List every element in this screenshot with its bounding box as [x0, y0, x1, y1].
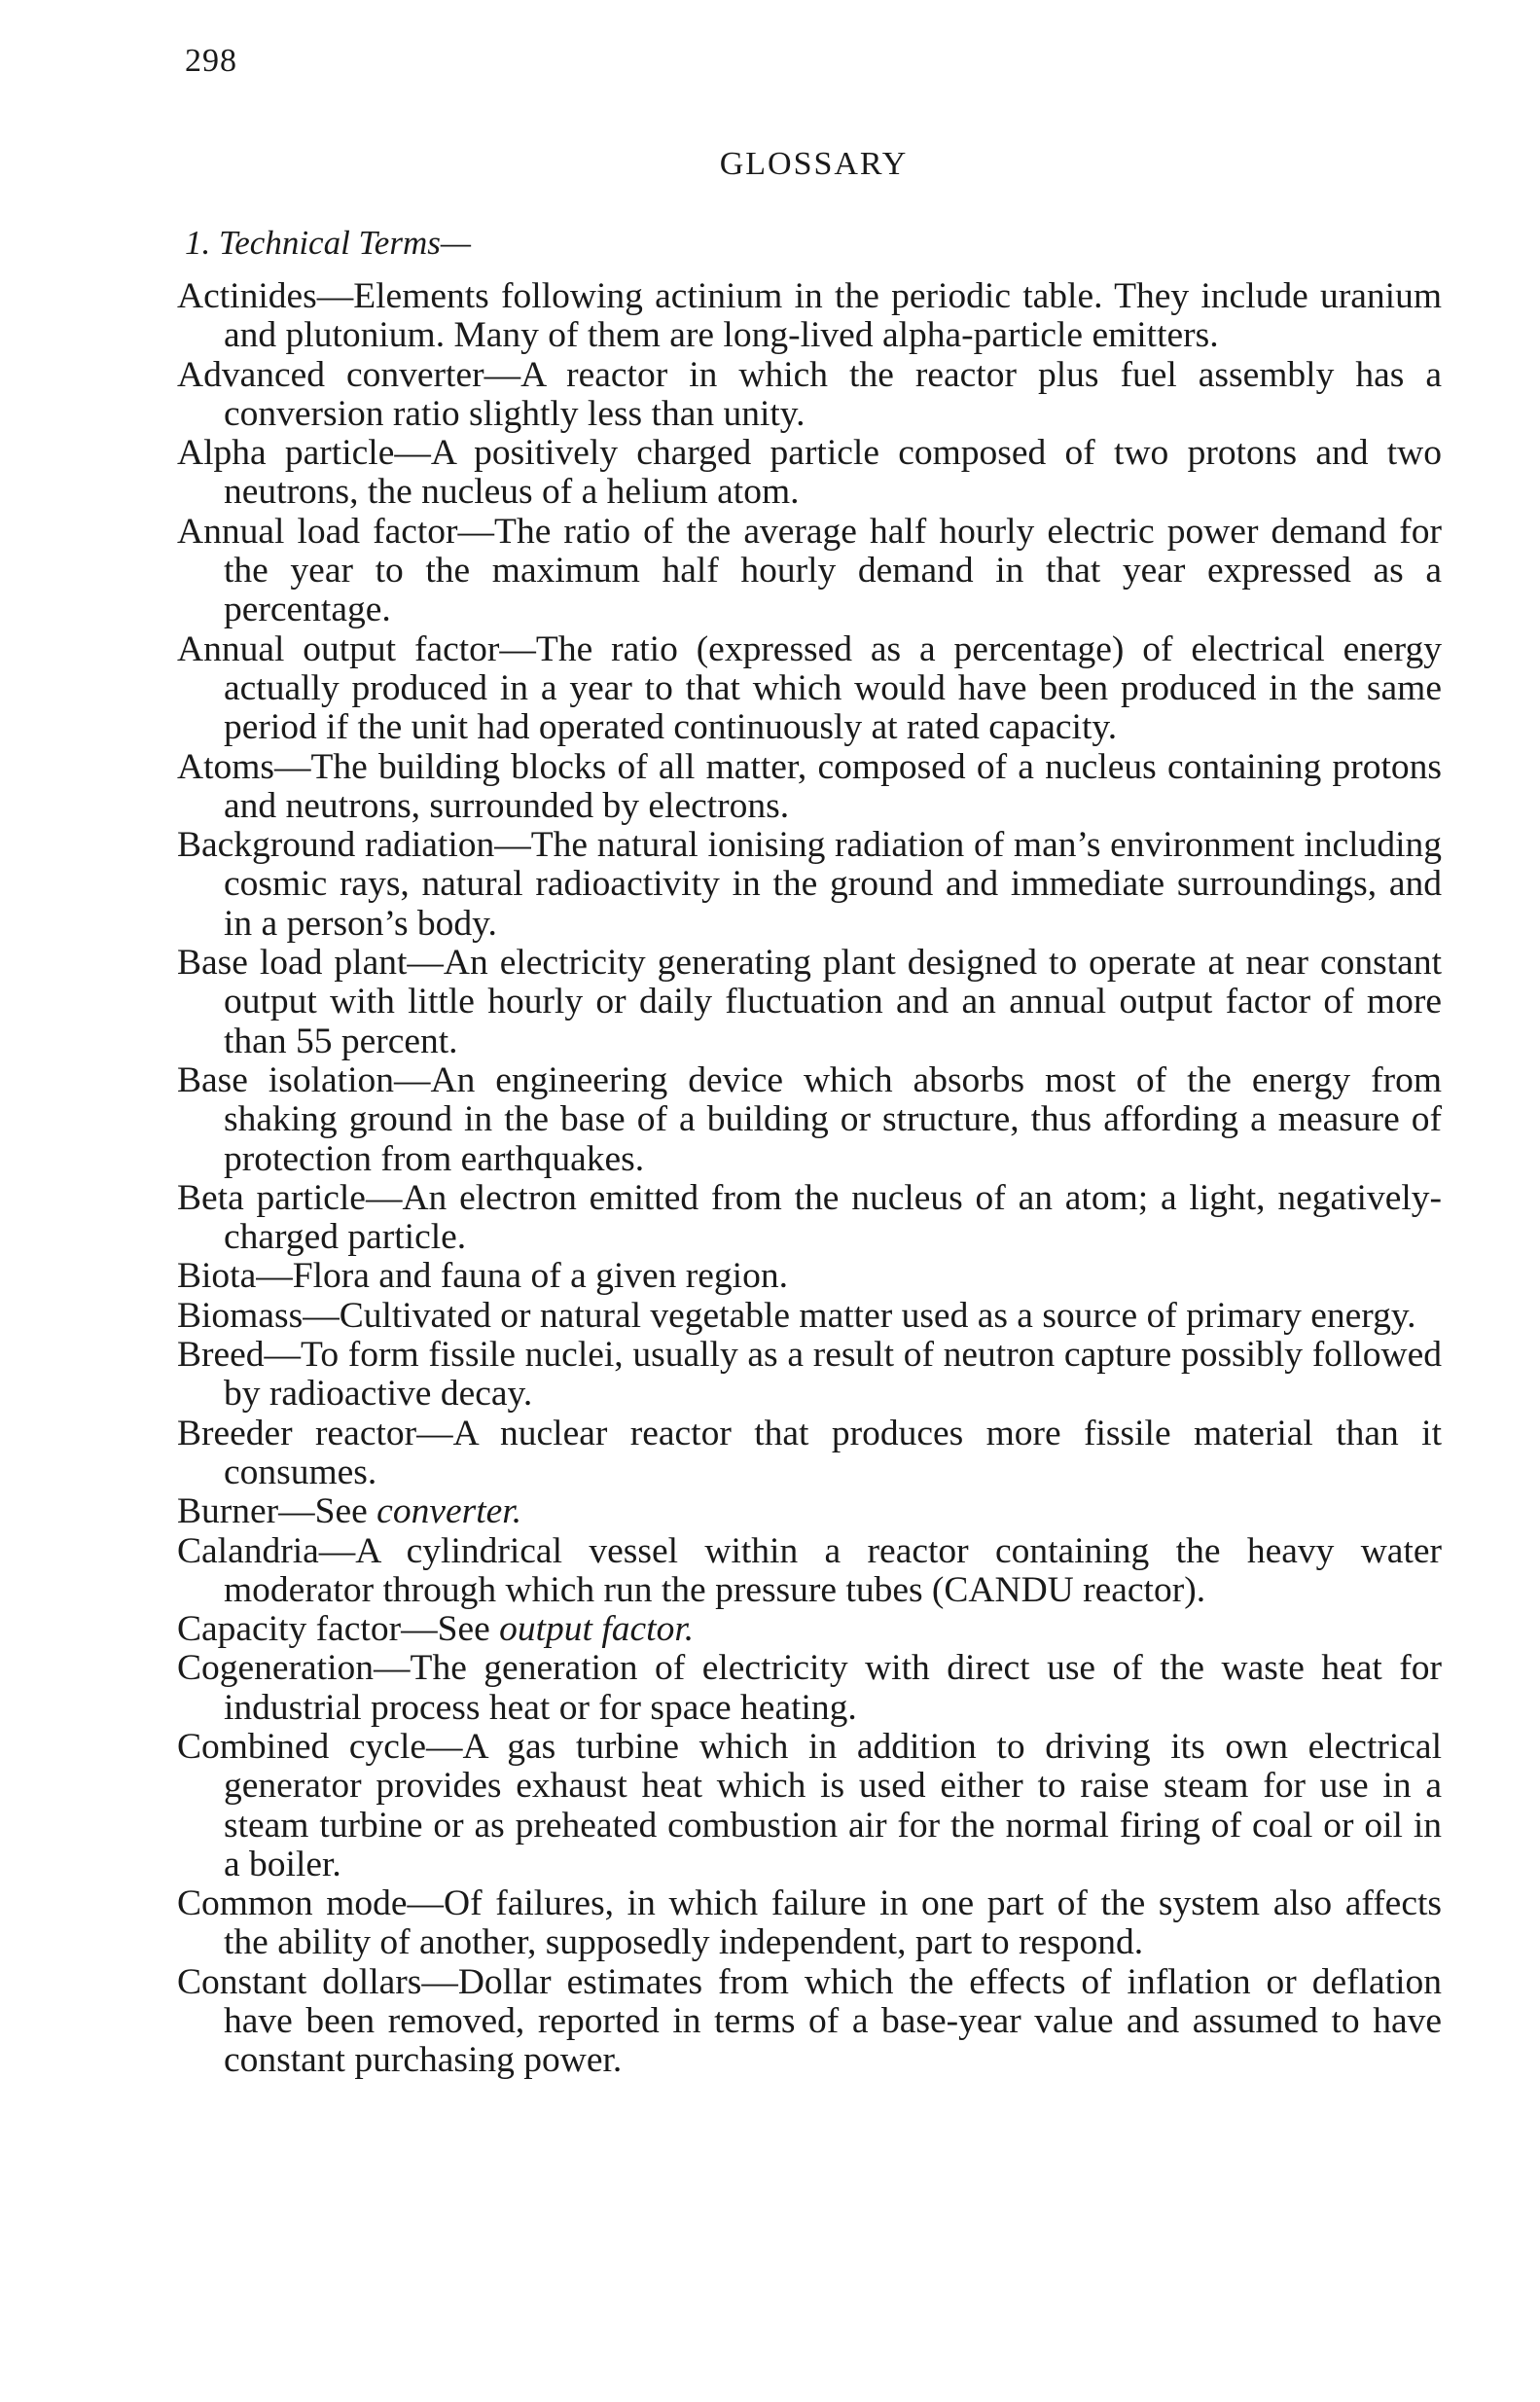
entry-definition: The generation of electricity with direct use of the waste heat for industrial process heat or for space heating.	[224, 1648, 1442, 1728]
entry-term: Breeder reactor	[177, 1413, 417, 1453]
glossary-entry: Capacity factor—See output factor.	[177, 1609, 695, 1650]
glossary-entry: Constant dollars—Dollar estimates from which the effects of inflation or deflation have been removed, reported in terms of a base-year value and assumed to have constant purchasing power.	[177, 1961, 1442, 2081]
entry-cross-reference: converter.	[376, 1491, 522, 1532]
glossary-entry: Calandria—A cylindrical vessel within a reactor containing the heavy water moderator through which run the pressure tubes (CANDU reactor).	[177, 1530, 1442, 1610]
entry-term: Base isolation	[177, 1059, 394, 1100]
entry-definition: See	[314, 1491, 377, 1532]
entry-definition: Flora and fauna of a given region.	[292, 1256, 788, 1297]
entry-definition: An engineering device which absorbs most of the energy from shaking ground in the base of a building or structure, thus affording a measure of protection from earthquakes.	[224, 1059, 1442, 1179]
entry-term: Burner	[177, 1491, 279, 1532]
glossary-entry: Breed—To form fissile nuclei, usually as a result of neutron capture possibly followed by radioactive decay.	[177, 1335, 1442, 1415]
entry-definition: Of failures, in which failure in one part of the system also affects the ability of another, supposedly independent, part to respond.	[224, 1883, 1442, 1963]
entry-term: Annual output factor	[177, 628, 500, 669]
entry-definition: A reactor in which the reactor plus fuel assembly has a conversion ratio slightly less than unity.	[224, 354, 1442, 434]
glossary-entry: Background radiation—The natural ionising radiation of man’s environment including cosmic rays, natural radioactivity in the ground and immediate surroundings, and in a person’s body.	[177, 825, 1442, 944]
entry-definition: A gas turbine which in addition to driving its own electrical generator provides exhaust heat which is used either to raise steam for use in a steam turbine or as preheated combustion air for the normal firing of coal or oil in a boiler.	[224, 1726, 1442, 1884]
entry-definition: See	[437, 1609, 500, 1650]
entry-term: Combined cycle	[177, 1726, 427, 1767]
entry-definition: A cylindrical vessel within a reactor containing the heavy water moderator through which run the pressure tubes (CANDU reactor).	[224, 1530, 1442, 1610]
glossary-entry: Alpha particle—A positively charged particle composed of two protons and two neutrons, the nucleus of a helium atom.	[177, 433, 1442, 513]
glossary-entry: Base isolation—An engineering device which absorbs most of the energy from shaking ground in the base of a building or structure, thus affording a measure of protection from earthquakes.	[177, 1059, 1442, 1179]
glossary-entry: Cogeneration—The generation of electricity with direct use of the waste heat for industrial process heat or for space heating.	[177, 1648, 1442, 1728]
entry-definition: Cultivated or natural vegetable matter used as a source of primary energy.	[339, 1295, 1416, 1336]
page-number: 298	[185, 43, 237, 79]
entry-cross-reference: output factor.	[499, 1609, 695, 1650]
entry-term: Actinides	[177, 276, 317, 316]
glossary-entry: Burner—See converter.	[177, 1491, 522, 1532]
entry-definition: The ratio of the average half hourly electric power demand for the year to the maximum half hourly demand in that year expressed as a percentage.	[224, 511, 1443, 630]
glossary-entry: Annual output factor—The ratio (expressed as a percentage) of electrical energy actually produced in a year to that which would have been produced in the same period if the unit had operated continuously at rated capacity.	[177, 628, 1442, 748]
glossary-entry: Advanced converter—A reactor in which the reactor plus fuel assembly has a conversion ratio slightly less than unity.	[177, 354, 1442, 434]
section-heading: 1. Technical Terms—	[185, 224, 471, 262]
entry-definition: Elements following actinium in the periodic table. They include uranium and plutonium. Many of them are long-lived alpha-particle emitters.	[224, 276, 1442, 356]
entry-term: Capacity factor	[177, 1609, 402, 1650]
entry-term: Cogeneration	[177, 1648, 375, 1689]
entry-term: Beta particle	[177, 1177, 366, 1218]
entry-definition: The ratio (expressed as a percentage) of electrical energy actually produced in a year to that which would have been produced in the same period if the unit had operated continuously at rated capacity.	[224, 628, 1442, 748]
glossary-entries	[177, 277, 1442, 2081]
glossary-entry: Beta particle—An electron emitted from the nucleus of an atom; a light, negatively-charged particle.	[177, 1177, 1442, 1258]
entry-definition: Dollar estimates from which the effects of inflation or deflation have been removed, reported in terms of a base-year value and assumed to have constant purchasing power.	[224, 1961, 1442, 2081]
entry-term: Constant dollars	[177, 1961, 422, 2002]
glossary-entry: Actinides—Elements following actinium in the periodic table. They include uranium and plutonium. Many of them are long-lived alpha-particle emitters.	[177, 276, 1442, 356]
entry-definition: A nuclear reactor that produces more fissile material than it consumes.	[224, 1413, 1443, 1492]
entry-term: Calandria	[177, 1530, 319, 1571]
glossary-entry: Biota—Flora and fauna of a given region.	[177, 1256, 788, 1297]
entry-definition: A positively charged particle composed of two protons and two neutrons, the nucleus of a helium atom.	[224, 433, 1442, 513]
entry-term: Common mode	[177, 1883, 408, 1924]
entry-definition: To form fissile nuclei, usually as a result of neutron capture possibly followed by radioactive decay.	[224, 1335, 1442, 1415]
entry-definition: An electricity generating plant designed to operate at near constant output with little hourly or daily fluctuation and an annual output factor of more than 55 percent.	[224, 943, 1442, 1061]
glossary-entry: Combined cycle—A gas turbine which in addition to driving its own electrical generator provides exhaust heat which is used either to raise steam for use in a steam turbine or as preheated combustion air for the normal firing of coal or oil in a boiler.	[177, 1726, 1442, 1884]
entry-term: Annual load factor	[177, 511, 458, 552]
entry-term: Base load plant	[177, 943, 408, 984]
glossary-entry: Atoms—The building blocks of all matter, composed of a nucleus containing protons and neutrons, surrounded by electrons.	[177, 746, 1442, 826]
page-title: GLOSSARY	[719, 146, 909, 182]
glossary-entry: Common mode—Of failures, in which failure in one part of the system also affects the ability of another, supposedly independent, part to respond.	[177, 1883, 1442, 1963]
glossary-entry: Annual load factor—The ratio of the average half hourly electric power demand for the year to the maximum half hourly demand in that year expressed as a percentage.	[177, 511, 1443, 630]
entry-definition: The natural ionising radiation of man’s environment including cosmic rays, natural radioactivity in the ground and immediate surroundings, and in a person’s body.	[224, 825, 1442, 944]
glossary-entry: Breeder reactor—A nuclear reactor that produces more fissile material than it consumes.	[177, 1413, 1443, 1492]
entry-definition: An electron emitted from the nucleus of an atom; a light, negatively-charged particle.	[224, 1177, 1442, 1258]
entry-term: Atoms	[177, 746, 275, 787]
entry-term: Advanced converter	[177, 354, 484, 395]
entry-term: Alpha particle	[177, 433, 395, 474]
entry-definition: The building blocks of all matter, composed of a nucleus containing protons and neutrons, surrounded by electrons.	[224, 746, 1442, 826]
glossary-entry: Biomass—Cultivated or natural vegetable matter used as a source of primary energy.	[177, 1295, 1416, 1336]
entry-term: Biomass	[177, 1295, 304, 1336]
entry-term: Biota	[177, 1256, 257, 1297]
glossary-entry: Base load plant—An electricity generating plant designed to operate at near constant output with little hourly or daily fluctuation and an annual output factor of more than 55 percent.	[177, 943, 1442, 1061]
entry-term: Breed	[177, 1335, 265, 1376]
entry-term: Background radiation	[177, 825, 495, 866]
